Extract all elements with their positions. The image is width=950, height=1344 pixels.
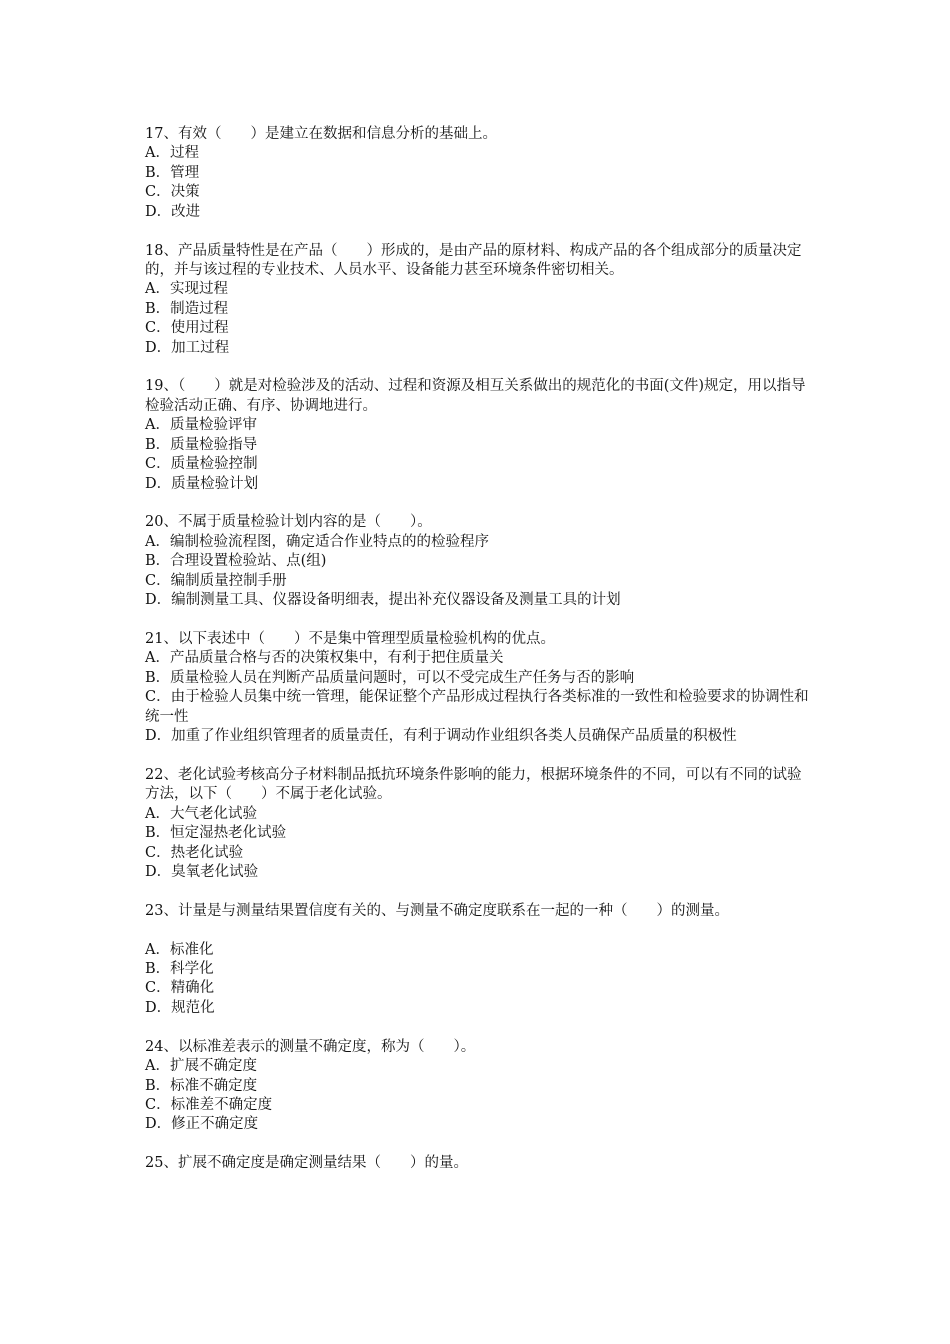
option-c: C．热老化试验	[145, 844, 244, 861]
option-c: C．使用过程	[145, 320, 229, 337]
option-d: D．质量检验计划	[145, 475, 259, 492]
question-stem: 18、产品质量特性是在产品（ ）形成的，是由产品的原材料、构成产品的各个组成部分的质量决定的，并与该过程的专业技术、人员水平、设备能力甚至环境条件密切相关。	[145, 242, 802, 278]
question-23	[145, 902, 810, 1018]
question-24	[145, 1038, 810, 1135]
question-stem: 25、扩展不确定度是确定测量结果（ ）的量。	[145, 1155, 468, 1172]
option-a: A．实现过程	[145, 281, 228, 298]
option-c: C．决策	[145, 184, 200, 201]
option-b: B．科学化	[145, 961, 214, 978]
option-b: B．恒定湿热老化试验	[145, 825, 287, 842]
option-a: A．质量检验评审	[145, 417, 257, 434]
question-stem: 19、（ ）就是对检验涉及的活动、过程和资源及相互关系做出的规范化的书面(文件)规定，用以指导检验活动正确、有序、协调地进行。	[145, 378, 806, 414]
option-b: B．质量检验指导	[145, 436, 258, 453]
option-b: B．管理	[145, 164, 200, 181]
option-b: B．标准不确定度	[145, 1077, 258, 1094]
option-a: A．标准化	[145, 941, 214, 958]
option-d: D．加工过程	[145, 339, 230, 356]
option-c: C．精确化	[145, 980, 215, 997]
question-stem: 17、有效（ ）是建立在数据和信息分析的基础上。	[145, 126, 497, 142]
option-a: A．扩展不确定度	[145, 1058, 257, 1075]
question-list	[145, 125, 810, 1193]
question-18	[145, 242, 810, 358]
option-c: C．由于检验人员集中统一管理，能保证整个产品形成过程执行各类标准的一致性和检验要求的协调性和统一性	[145, 689, 809, 725]
option-d: D．修正不确定度	[145, 1116, 259, 1133]
question-21	[145, 630, 810, 746]
question-17	[145, 125, 810, 222]
question-stem: 22、老化试验考核高分子材料制品抵抗环境条件影响的能力，根据环境条件的不同，可以有不同的试验方法，以下（ ）不属于老化试验。	[145, 766, 802, 803]
option-d: D．臭氧老化试验	[145, 863, 259, 880]
option-a: A．过程	[145, 145, 199, 162]
option-c: C．质量检验控制	[145, 456, 258, 473]
option-b: B．合理设置检验站、点(组)	[145, 553, 327, 570]
option-d: D．规范化	[145, 999, 215, 1016]
option-c: C．编制质量控制手册	[145, 572, 287, 589]
option-a: A．大气老化试验	[145, 805, 257, 822]
question-stem: 23、计量是与测量结果置信度有关的、与测量不确定度联系在一起的一种（ ）的测量。	[145, 902, 729, 919]
question-stem: 21、以下表述中（ ）不是集中管理型质量检验机构的优点。	[145, 630, 555, 647]
question-25	[145, 1154, 810, 1173]
option-d: D．编制测量工具、仪器设备明细表，提出补充仪器设备及测量工具的计划	[145, 592, 621, 609]
option-b: B．质量检验人员在判断产品质量问题时，可以不受完成生产任务与否的影响	[145, 669, 635, 686]
question-19	[145, 377, 810, 493]
option-a: A．产品质量合格与否的决策权集中，有利于把住质量关	[145, 650, 504, 667]
question-stem: 20、不属于质量检验计划内容的是（ ）。	[145, 514, 432, 531]
option-b: B．制造过程	[145, 300, 229, 317]
option-d: D．改进	[145, 203, 201, 220]
option-c: C．标准差不确定度	[145, 1096, 273, 1113]
question-22	[145, 766, 810, 882]
question-stem: 24、以标准差表示的测量不确定度，称为（ ）。	[145, 1038, 476, 1055]
question-20	[145, 513, 810, 610]
option-d: D．加重了作业组织管理者的质量责任，有利于调动作业组织各类人员确保产品质量的积极性	[145, 727, 737, 744]
option-a: A．编制检验流程图，确定适合作业特点的的检验程序	[145, 533, 489, 550]
